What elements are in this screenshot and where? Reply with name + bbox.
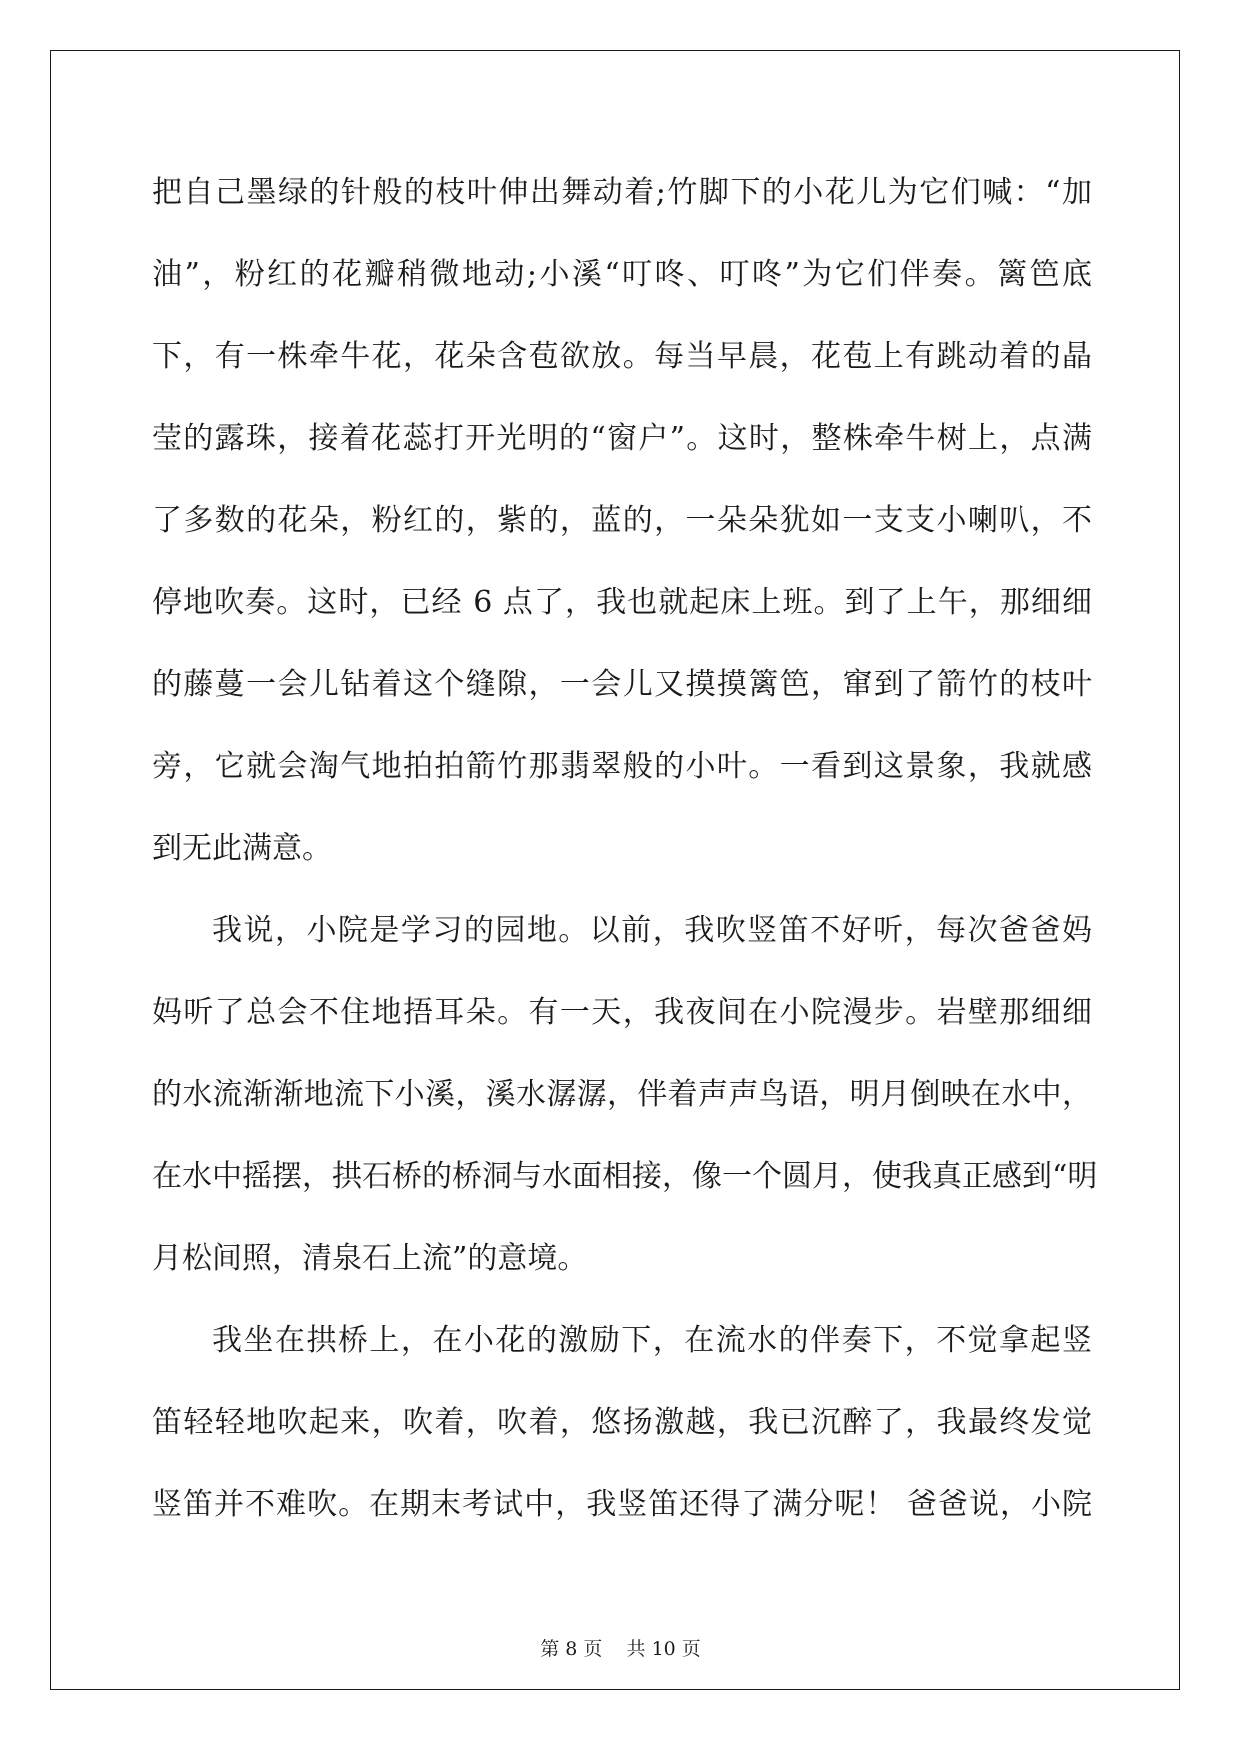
text-line: 我说，小院是学习的园地。以前，我吹竖笛不好听，每次爸爸妈 — [212, 913, 1092, 948]
text-line: 的藤蔓一会儿钻着这个缝隙，一会儿又摸摸篱笆，窜到了箭竹的枝叶 — [152, 667, 1092, 702]
text-line: 在水中摇摆，拱石桥的桥洞与水面相接，像一个圆月，使我真正感到“明 — [152, 1159, 1098, 1194]
text-line: 了多数的花朵，粉红的，紫的，蓝的，一朵朵犹如一支支小喇叭，不 — [152, 503, 1092, 538]
text-line: 的水流渐渐地流下小溪，溪水潺潺，伴着声声鸟语，明月倒映在水中， — [152, 1077, 1092, 1112]
text-line: 到无此满意。 — [152, 831, 332, 866]
body-text — [152, 152, 1098, 1546]
text-line: 竖笛并不难吹。在期末考试中，我竖笛还得了满分呢！ 爸爸说，小院 — [152, 1487, 1092, 1522]
text-line: 下，有一株牵牛花，花朵含苞欲放。每当早晨，花苞上有跳动着的晶 — [152, 339, 1092, 374]
text-line: 月松间照，清泉石上流”的意境。 — [152, 1241, 588, 1276]
page-footer: 第 8 页 共 10 页 — [540, 1638, 701, 1660]
text-line: 停地吹奏。这时，已经 6 点了，我也就起床上班。到了上午，那细细 — [152, 585, 1092, 620]
text-line: 妈听了总会不住地捂耳朵。有一天，我夜间在小院漫步。岩壁那细细 — [152, 995, 1092, 1030]
text-line: 莹的露珠，接着花蕊打开光明的“窗户”。这时，整株牵牛树上，点满 — [152, 421, 1092, 456]
text-line: 旁，它就会淘气地拍拍箭竹那翡翠般的小叶。一看到这景象，我就感 — [152, 749, 1092, 784]
text-line: 油”，粉红的花瓣稍微地动;小溪“叮咚、叮咚”为它们伴奏。篱笆底 — [152, 257, 1092, 292]
text-line: 我坐在拱桥上，在小花的激励下，在流水的伴奏下，不觉拿起竖 — [212, 1323, 1092, 1358]
text-line: 笛轻轻地吹起来，吹着，吹着，悠扬激越，我已沉醉了，我最终发觉 — [152, 1405, 1092, 1440]
text-line: 把自己墨绿的针般的枝叶伸出舞动着;竹脚下的小花儿为它们喊：“加 — [152, 175, 1092, 210]
